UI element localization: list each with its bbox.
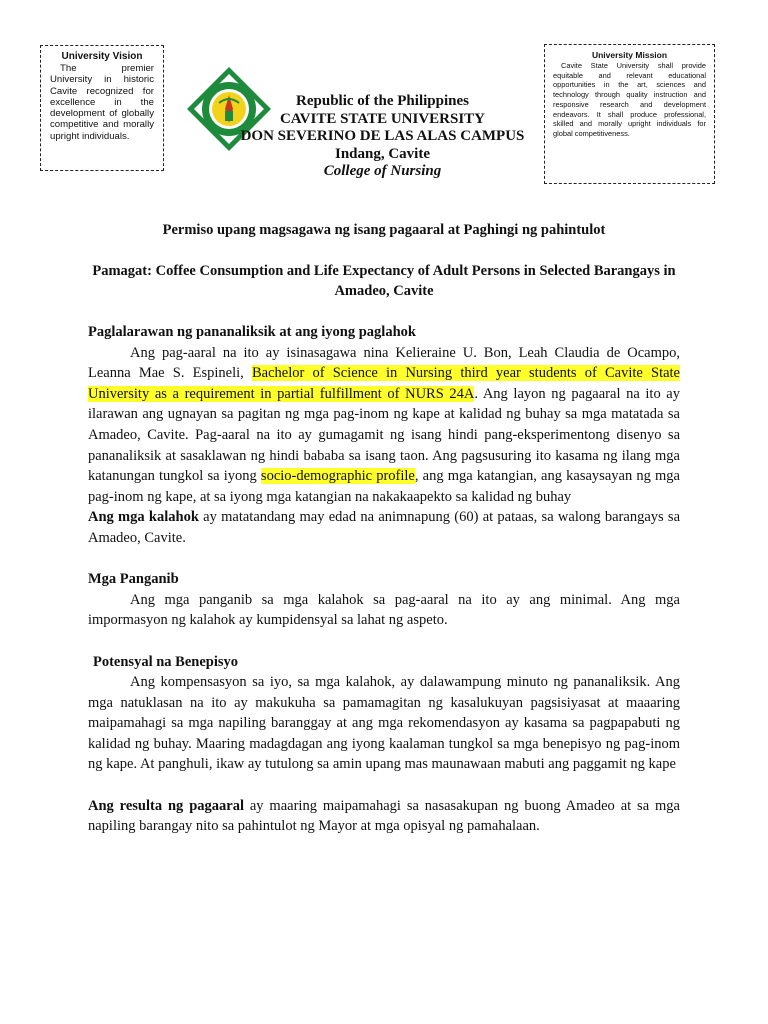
mission-text: Cavite State University shall provide equitable and relevant educational opportunities in the art, sciences and technology through quality instruction and responsive research and development endeavors. It shall produce professional, skilled and morally upright individuals for global competitiveness. bbox=[553, 61, 706, 138]
description-text-b: . Ang layon ng pagaaral na ito ay ilarawan ang ugnayan sa pagitan ng mga pag-inom ng kape at kalidad ng buhay sa mga matatada sa Amadeo, Cavite. Pag-aaral na ito ay gumagamit ng isang hindi pang-eksperimentong disenyo sa pananaliksik at sasaklawan ng hindi bababa sa isang taon. Ang pagsusuring ito kasama ng ilang mga katanungan tungkol sa iyong bbox=[88, 385, 680, 485]
header-location: Indang, Cavite bbox=[334, 145, 431, 162]
results-label: Ang resulta ng pagaaral bbox=[88, 797, 244, 814]
description-text-a: Ang pag-aaral na ito ay isinasagawa nina Kelieraine U. Bon, Leah Claudia de Ocampo, Leanna Mae S. Espineli, bbox=[88, 344, 680, 382]
vision-title: University Vision bbox=[61, 51, 143, 62]
description-text-c: , ang mga katangian, ang kasaysayan ng mga pag-inom ng kape, at sa iyong mga katangian na nakakaapekto sa kalidad ng buhay bbox=[88, 468, 680, 505]
description-paragraph bbox=[88, 343, 680, 508]
participants-paragraph bbox=[88, 507, 680, 548]
header-college: College of Nursing bbox=[323, 163, 442, 179]
header-campus: DON SEVERINO DE LAS ALAS CAMPUS bbox=[240, 128, 525, 144]
highlighted-text-profile: socio-demographic profile bbox=[260, 468, 415, 485]
study-title: Pamagat: Coffee Consumption and Life Expectancy of Adult Persons in Selected Barangays in Amadeo, Cavite bbox=[92, 263, 676, 299]
results-paragraph bbox=[88, 796, 680, 837]
participants-label: Ang mga kalahok bbox=[88, 509, 199, 526]
benefits-paragraph: Ang kompensasyon sa iyo, sa mga kalahok, ay dalawampung minuto ng pananaliksik. Ang mga natuklasan na ito ay makukuha sa pamamagitan ng kasalukuyan pagsisiyasat at maaaring maipamahagi sa mga napiling baranggay at ang mga rekomendasyon ay kasama sa pagpapabuti ng kalidad ng buhay. Maaring madagdagan ang iyong kaalaman tungkol sa mga benepisyo ng pag-inom ng kape. At panghuli, ikaw ay tutulong sa amin upang mas maunawaan mabuti ang paggamit ng kape bbox=[88, 674, 680, 773]
section-heading-risks: Mga Panganib bbox=[88, 571, 179, 588]
participants-text: ay matatandang may edad na animnapung (60) at pataas, sa walong barangays sa Amadeo, Cavite. bbox=[88, 509, 681, 546]
vision-text: The premier University in historic Cavite recognized for excellence in the development of globally competitive and morally upright individuals. bbox=[50, 63, 154, 142]
risks-paragraph: Ang mga panganib sa mga kalahok sa pag-aaral na ito ay ang minimal. Ang mga impormasyon ng kalahok ay kumpidensyal sa lahat ng aspeto. bbox=[88, 591, 680, 629]
document-body bbox=[88, 322, 680, 837]
highlighted-text-program: Bachelor of Science in Nursing third year students of Cavite State University as a requirement in partial fulfillment of NURS 24A bbox=[88, 365, 680, 402]
mission-title: University Mission bbox=[591, 50, 668, 60]
section-heading-description: Paglalarawan ng pananaliksik at ang iyong paglahok bbox=[88, 324, 416, 340]
letterhead bbox=[230, 93, 535, 181]
university-mission-box bbox=[544, 44, 715, 184]
university-vision-box bbox=[40, 45, 164, 171]
permit-title: Permiso upang magsagawa ng isang pagaaral at Paghingi ng pahintulot bbox=[162, 222, 606, 238]
header-republic: Republic of the Philippines bbox=[296, 93, 469, 109]
header-university: CAVITE STATE UNIVERSITY bbox=[279, 110, 486, 127]
results-text: ay maaring maipamahagi sa nasasakupan ng buong Amadeo at sa mga napiling barangay nito sa pahintulot ng Mayor at mga opisyal ng pamahalaan. bbox=[88, 797, 680, 835]
section-heading-benefits: Potensyal na Benepisyo bbox=[93, 653, 239, 670]
